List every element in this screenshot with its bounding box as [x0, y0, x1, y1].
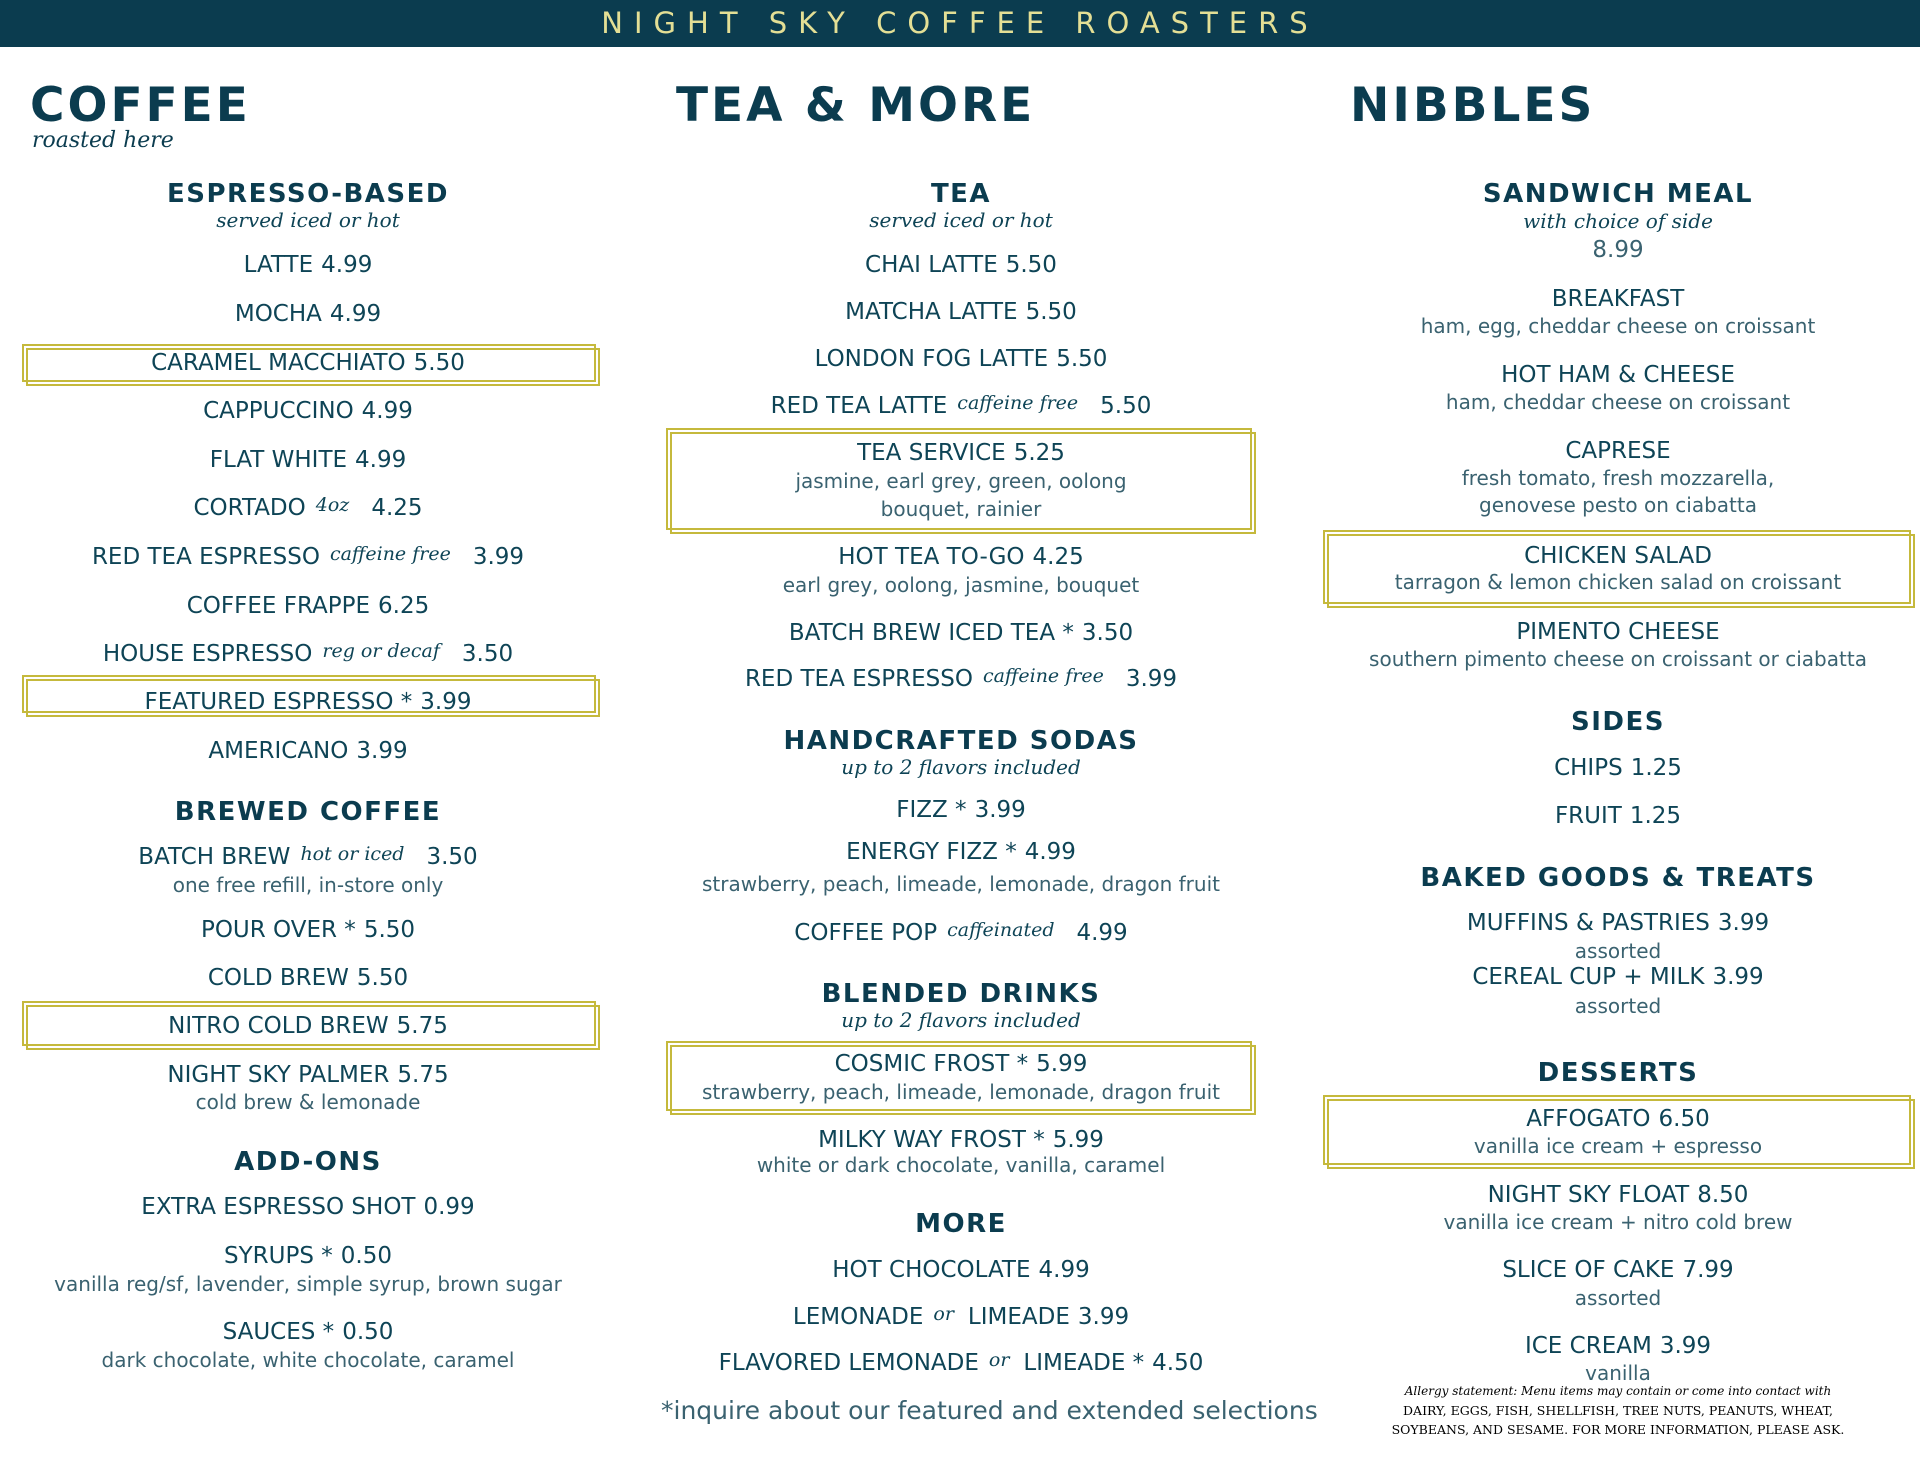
menu-item-cortado: CORTADO 4oz 4.25	[193, 494, 423, 521]
item-description: ham, egg, cheddar cheese on croissant	[1420, 314, 1816, 338]
item-description: assorted	[1574, 994, 1662, 1018]
menu-item-mocha: MOCHA 4.99	[234, 301, 382, 327]
menu-item-hot-chocolate: HOT CHOCOLATE 4.99	[832, 1257, 1090, 1283]
brewed-section-title: BREWED COFFEE	[174, 797, 442, 827]
coffee-heading: COFFEE	[30, 78, 251, 133]
blended-section-title: BLENDED DRINKS	[821, 979, 1101, 1009]
menu-item-night-sky-float: NIGHT SKY FLOAT 8.50	[1487, 1182, 1749, 1208]
menu-item-flat-white: FLAT WHITE 4.99	[209, 447, 407, 473]
menu-item-cold-brew: COLD BREW 5.50	[207, 965, 409, 991]
menu-item-red-tea-espresso: RED TEA ESPRESSO caffeine free 3.99	[744, 665, 1178, 692]
more-section-title: MORE	[915, 1209, 1007, 1239]
menu-item-featured-espresso: FEATURED ESPRESSO * 3.99	[144, 689, 472, 715]
menu-item-ice-cream: ICE CREAM 3.99	[1524, 1333, 1712, 1359]
item-description: jasmine, earl grey, green, oolong	[795, 469, 1127, 493]
sides-section-title: SIDES	[1571, 707, 1665, 737]
menu-item-red-tea-latte: RED TEA LATTE caffeine free 5.50	[770, 392, 1152, 419]
brand-header: NIGHT SKY COFFEE ROASTERS	[0, 0, 1920, 47]
menu-item-lemonade-limeade: LEMONADE or LIMEADE 3.99	[792, 1303, 1130, 1330]
allergy-lead: Allergy statement: Menu items may contain or come into contact with	[1404, 1384, 1832, 1398]
menu-item-flavored-lemonade: FLAVORED LEMONADE or LIMEADE * 4.50	[718, 1349, 1204, 1376]
sodas-section-subtitle: up to 2 flavors included	[841, 755, 1081, 779]
item-description: assorted	[1574, 1286, 1662, 1310]
sodas-section-title: HANDCRAFTED SODAS	[783, 726, 1139, 756]
menu-item-coffee-pop: COFFEE POP caffeinated 4.99	[794, 919, 1128, 946]
item-description: vanilla ice cream + espresso	[1473, 1134, 1763, 1158]
sandwich-section-subtitle: with choice of side	[1523, 209, 1713, 233]
item-description: strawberry, peach, limeade, lemonade, dragon fruit	[702, 872, 1220, 896]
menu-item-muffins-pastries: MUFFINS & PASTRIES 3.99	[1466, 910, 1770, 936]
item-description: dark chocolate, white chocolate, caramel	[101, 1348, 515, 1372]
menu-item-latte: LATTE 4.99	[243, 252, 373, 278]
espresso-section-subtitle: served iced or hot	[216, 208, 400, 232]
item-description: fresh tomato, fresh mozzarella,	[1461, 466, 1775, 490]
allergy-statement	[1318, 1382, 1918, 1439]
menu-item-affogato: AFFOGATO 6.50	[1526, 1106, 1710, 1132]
item-description: genovese pesto on ciabatta	[1479, 493, 1757, 517]
item-description: strawberry, peach, limeade, lemonade, dragon fruit	[702, 1080, 1220, 1104]
sandwich-price: 8.99	[1592, 237, 1644, 263]
menu-item-house-espresso: HOUSE ESPRESSO reg or decaf 3.50	[102, 640, 514, 667]
item-description: vanilla	[1585, 1361, 1651, 1385]
item-description: one free refill, in-store only	[172, 873, 444, 897]
menu-item-hot-ham-cheese: HOT HAM & CHEESE	[1501, 362, 1735, 388]
item-description: ham, cheddar cheese on croissant	[1445, 390, 1791, 414]
menu-item-americano: AMERICANO 3.99	[208, 738, 408, 764]
item-description: assorted	[1574, 939, 1662, 963]
allergy-line: SOYBEANS, AND SESAME. FOR MORE INFORMATION, PLEASE ASK.	[1391, 1422, 1845, 1437]
menu-item-matcha-latte: MATCHA LATTE 5.50	[845, 299, 1077, 325]
menu-item-extra-espresso-shot: EXTRA ESPRESSO SHOT 0.99	[141, 1194, 475, 1220]
item-description: southern pimento cheese on croissant or ciabatta	[1369, 647, 1867, 671]
menu-item-tea-service: TEA SERVICE 5.25	[857, 440, 1065, 466]
menu-item-caprese: CAPRESE	[1565, 438, 1671, 464]
tea-section-title: TEA	[930, 179, 992, 209]
item-description: earl grey, oolong, jasmine, bouquet	[782, 573, 1140, 597]
menu-item-syrups: SYRUPS * 0.50	[224, 1243, 392, 1269]
sandwich-section-title: SANDWICH MEAL	[1482, 179, 1754, 209]
menu-item-energy-fizz: ENERGY FIZZ * 4.99	[846, 839, 1076, 865]
tea-heading: TEA & MORE	[676, 78, 1036, 133]
tea-section-subtitle: served iced or hot	[869, 208, 1053, 232]
nibbles-heading: NIBBLES	[1350, 78, 1596, 133]
desserts-section-title: DESSERTS	[1537, 1058, 1699, 1088]
item-description: tarragon & lemon chicken salad on croissant	[1394, 570, 1842, 594]
menu-item-fizz: FIZZ * 3.99	[896, 797, 1026, 823]
menu-item-slice-of-cake: SLICE OF CAKE 7.99	[1502, 1257, 1734, 1283]
menu-item-hot-tea-to-go: HOT TEA TO-GO 4.25	[838, 544, 1084, 570]
menu-item-pour-over: POUR OVER * 5.50	[200, 917, 416, 943]
blended-section-subtitle: up to 2 flavors included	[841, 1008, 1081, 1032]
menu-item-chicken-salad: CHICKEN SALAD	[1524, 543, 1712, 569]
item-description: bouquet, rainier	[880, 497, 1042, 521]
menu-item-chai-latte: CHAI LATTE 5.50	[865, 252, 1057, 278]
baked-section-title: BAKED GOODS & TREATS	[1420, 863, 1816, 893]
menu-item-milky-way-frost: MILKY WAY FROST * 5.99	[818, 1127, 1104, 1153]
allergy-line: DAIRY, EGGS, FISH, SHELLFISH, TREE NUTS, PEANUTS, WHEAT,	[1403, 1403, 1833, 1418]
menu-item-chips: CHIPS 1.25	[1554, 755, 1682, 781]
menu-item-breakfast: BREAKFAST	[1551, 286, 1685, 312]
menu-item-cosmic-frost: COSMIC FROST * 5.99	[834, 1051, 1088, 1077]
menu-item-caramel-macchiato: CARAMEL MACCHIATO 5.50	[151, 350, 465, 376]
menu-item-london-fog-latte: LONDON FOG LATTE 5.50	[814, 346, 1108, 372]
menu-item-cereal-cup: CEREAL CUP + MILK 3.99	[1472, 964, 1764, 990]
menu-item-batch-brew-iced-tea: BATCH BREW ICED TEA * 3.50	[788, 620, 1134, 646]
menu-item-fruit: FRUIT 1.25	[1554, 803, 1682, 829]
item-description: white or dark chocolate, vanilla, caramel	[756, 1153, 1166, 1177]
menu-item-batch-brew: BATCH BREW hot or iced 3.50	[138, 843, 478, 870]
addons-section-title: ADD-ONS	[234, 1147, 382, 1177]
coffee-subheading: roasted here	[32, 128, 174, 153]
item-description: vanilla reg/sf, lavender, simple syrup, brown sugar	[54, 1272, 562, 1296]
espresso-section-title: ESPRESSO-BASED	[167, 179, 449, 209]
item-description: cold brew & lemonade	[195, 1090, 421, 1114]
menu-item-sauces: SAUCES * 0.50	[222, 1319, 394, 1345]
menu-item-night-sky-palmer: NIGHT SKY PALMER 5.75	[167, 1062, 449, 1088]
menu-item-pimento-cheese: PIMENTO CHEESE	[1516, 619, 1720, 645]
menu-item-red-tea-espresso: RED TEA ESPRESSO caffeine free 3.99	[91, 543, 525, 570]
menu-item-nitro-cold-brew: NITRO COLD BREW 5.75	[168, 1013, 448, 1039]
footnote: *inquire about our featured and extended selections	[661, 1396, 1318, 1425]
item-description: vanilla ice cream + nitro cold brew	[1443, 1210, 1793, 1234]
menu-item-cappuccino: CAPPUCCINO 4.99	[203, 398, 413, 424]
menu-item-coffee-frappe: COFFEE FRAPPE 6.25	[186, 593, 430, 619]
